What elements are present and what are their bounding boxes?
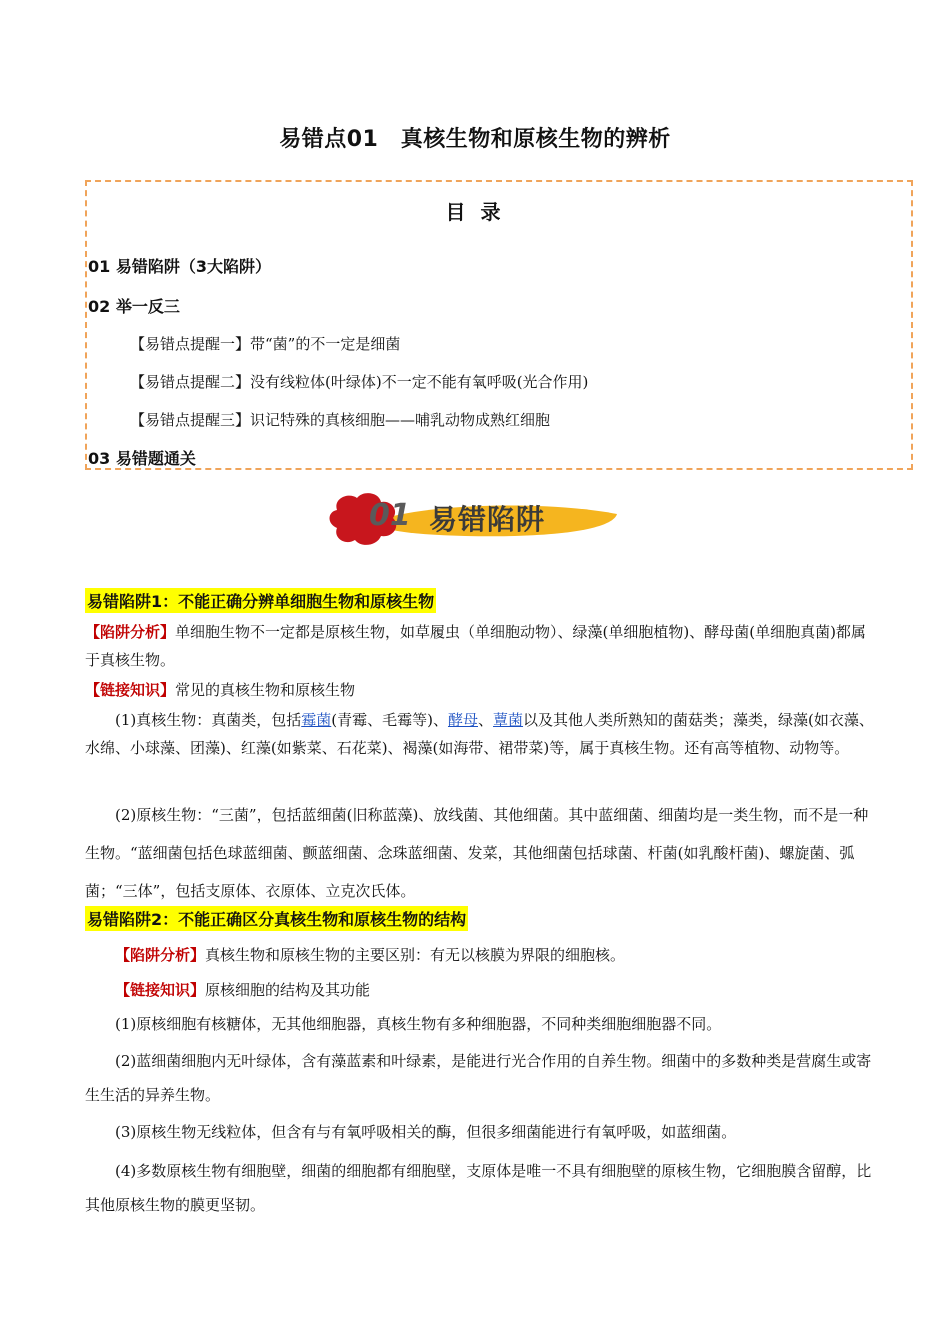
analysis-tag: 【陷阱分析】 — [115, 946, 206, 964]
link-mold[interactable]: 霉菌 — [301, 711, 332, 729]
link-tag: 【链接知识】 — [115, 981, 206, 999]
toc-subitem-2[interactable]: 【易错点提醒二】没有线粒体(叶绿体)不一定不能有氧呼吸(光合作用) — [130, 373, 589, 391]
link-text: 常见的真核生物和原核生物 — [175, 681, 356, 699]
toc-section-2[interactable]: 02 举一反三 — [88, 297, 180, 316]
text-segment: 、 — [478, 711, 494, 729]
text-segment: 以及其他人类所熟知的菌菇类；藻类，绿藻(如衣藻、水绵、小球藻、团藻)、红藻(如紫菜、石花菜)、褐藻(如海带、裙带菜)等，属于真核生物。还有高等植物、动物等。 — [85, 711, 874, 757]
link-text: 原核细胞的结构及其功能 — [205, 981, 371, 999]
section-banner — [325, 488, 625, 552]
analysis-text: 真核生物和原核生物的主要区别：有无以核膜为界限的细胞核。 — [205, 946, 626, 964]
banner-title: 易错陷阱 — [429, 503, 546, 536]
text-segment: (青霉、毛霉等)、 — [331, 711, 448, 729]
analysis-tag: 【陷阱分析】 — [85, 623, 176, 641]
trap-2-point-1: (1)原核细胞有核糖体，无其他细胞器，真核生物有多种细胞器，不同种类细胞细胞器不同。 — [115, 1015, 722, 1033]
page-title: 易错点01 真核生物和原核生物的辨析 — [279, 127, 671, 152]
trap-2-point-3: (3)原核生物无线粒体，但含有与有氧呼吸相关的酶，但很多细菌能进行有氧呼吸，如蓝细菌。 — [115, 1123, 737, 1141]
toc-subitem-3[interactable]: 【易错点提醒三】识记特殊的真核细胞——哺乳动物成熟红细胞 — [130, 411, 551, 429]
trap-1-heading: 易错陷阱1：不能正确分辨单细胞生物和原核生物 — [85, 588, 436, 613]
trap-1-point-2: (2)原核生物：“三菌”，包括蓝细菌(旧称蓝藻)、放线菌、其他细菌。其中蓝细菌、细菌均是一类生物，而不是一种生物。“蓝细菌包括色球蓝细菌、颤蓝细菌、念珠蓝细菌、发菜，其他细菌包括球菌、杆菌(如乳酸杆菌)、螺旋菌、弧菌；“三体”，包括支原体、衣原体、立克次氏体。 — [85, 806, 869, 900]
trap-1-link — [85, 676, 875, 704]
trap-2-point-4: (4)多数原核生物有细胞壁，细菌的细胞都有细胞壁，支原体是唯一不具有细胞壁的原核生物，它细胞膜含留醇，比其他原核生物的膜更坚韧。 — [85, 1162, 872, 1214]
text-segment: (1)真核生物：真菌类，包括 — [115, 711, 302, 729]
banner-number: 01 — [369, 498, 411, 533]
link-yeast[interactable]: 酵母 — [447, 711, 478, 729]
toc-section-3[interactable]: 03 易错题通关 — [88, 449, 196, 468]
trap-2-link — [85, 976, 875, 1004]
analysis-text: 单细胞生物不一定都是原核生物，如草履虫（单细胞动物）、绿藻(单细胞植物)、酵母菌(单细胞真菌)都属于真核生物。 — [85, 623, 866, 669]
toc-section-1[interactable]: 01 易错陷阱（3大陷阱） — [88, 257, 271, 276]
trap-2-analysis — [85, 941, 875, 969]
link-mushroom[interactable]: 蕈菌 — [493, 711, 524, 729]
toc-subitem-1[interactable]: 【易错点提醒一】带“菌”的不一定是细菌 — [130, 335, 401, 353]
toc-heading: 目 录 — [445, 200, 505, 224]
trap-2-point-2: (2)蓝细菌细胞内无叶绿体，含有藻蓝素和叶绿素，是能进行光合作用的自养生物。细菌中的多数种类是营腐生或寄生生活的异养生物。 — [85, 1052, 872, 1104]
trap-1-analysis — [85, 618, 875, 674]
trap-2-heading: 易错陷阱2：不能正确区分真核生物和原核生物的结构 — [85, 906, 468, 931]
link-tag: 【链接知识】 — [85, 681, 176, 699]
trap-1-point-1 — [85, 706, 875, 762]
